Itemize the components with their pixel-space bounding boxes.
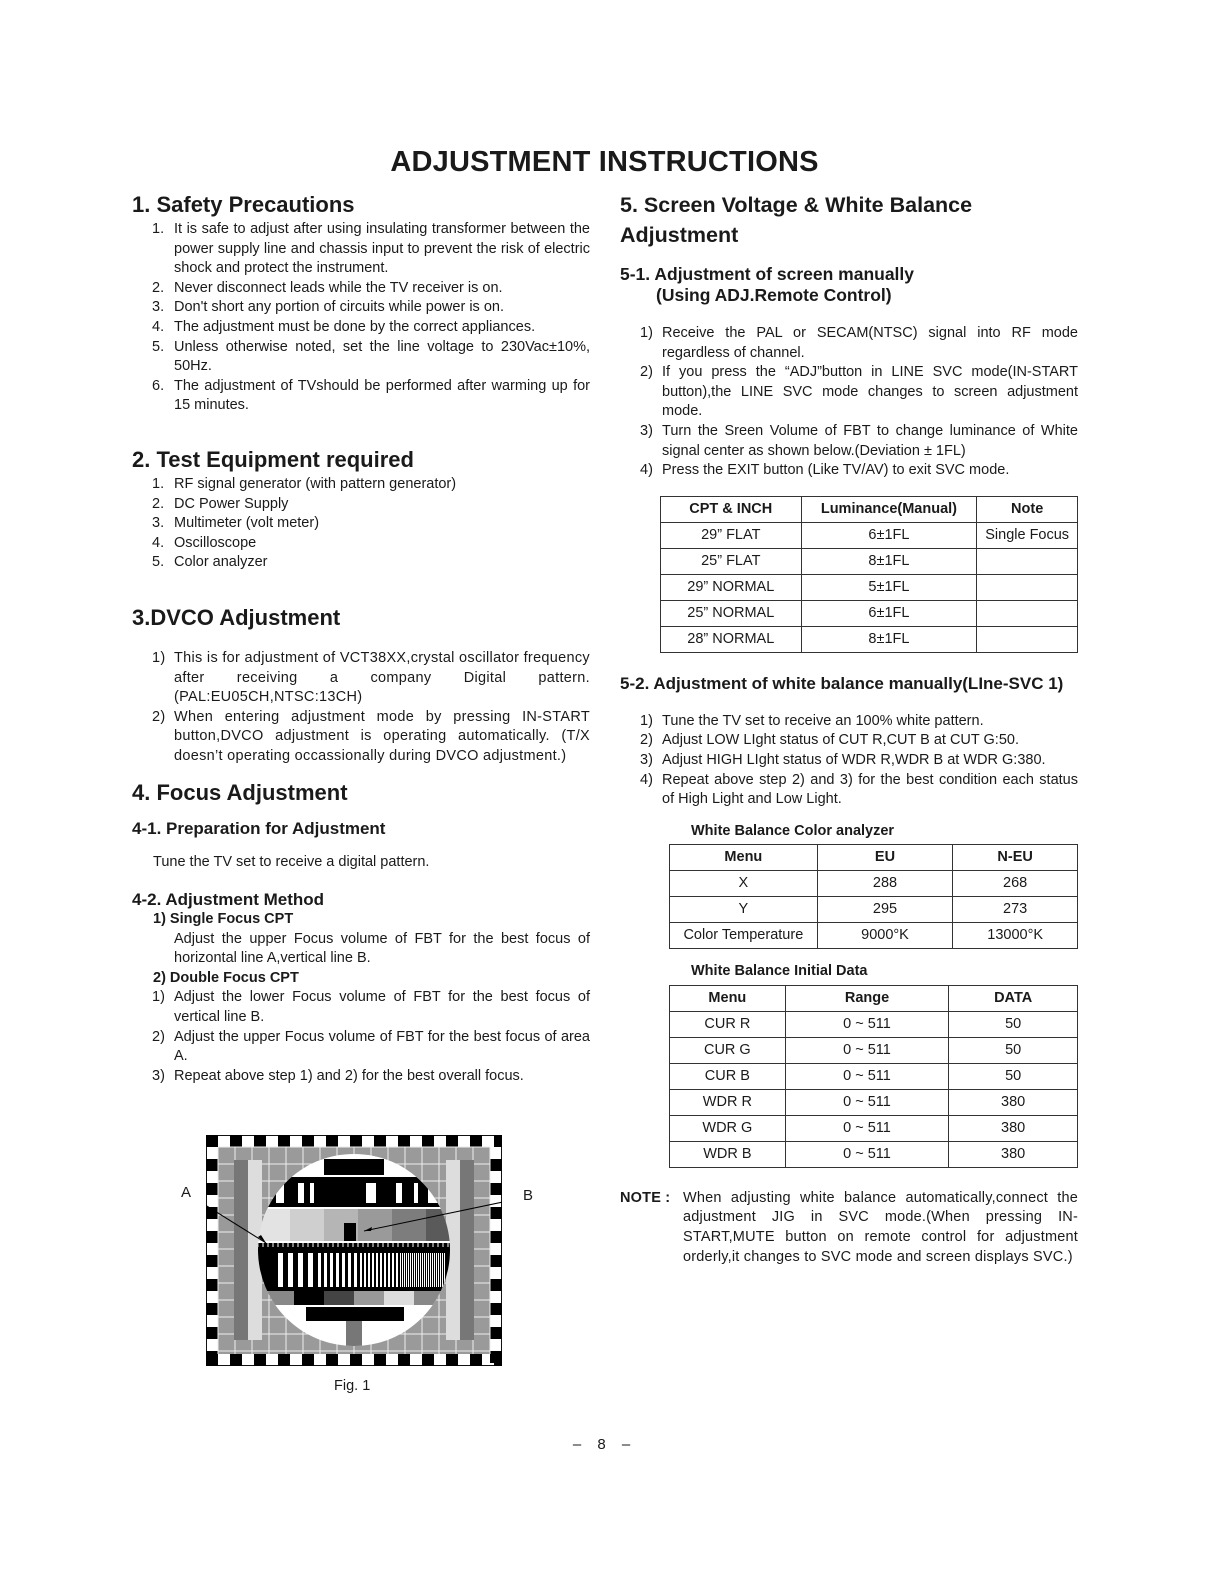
list-item bbox=[132, 649, 590, 708]
list-item-text: Color analyzer bbox=[174, 554, 268, 571]
table-row bbox=[670, 1141, 1078, 1167]
table-cell: 6±1FL bbox=[801, 600, 977, 626]
list-item-number: 3. bbox=[152, 515, 165, 532]
list-item-text: Tune the TV set to receive an 100% white pattern. bbox=[662, 712, 984, 729]
list-item-text: Multimeter (volt meter) bbox=[174, 515, 320, 532]
list-item-text: It is safe to adjust after using insulating transformer between the power supply line and chassis input to prevent the risk of electric shock and protect the instrument. bbox=[174, 221, 590, 277]
table-cell: 380 bbox=[949, 1141, 1078, 1167]
list-item-number: 3) bbox=[152, 1067, 165, 1084]
double-focus-list bbox=[132, 988, 590, 1086]
list-item bbox=[620, 324, 1078, 363]
list-item bbox=[620, 771, 1078, 810]
table-cell bbox=[977, 574, 1078, 600]
list-item bbox=[132, 298, 590, 318]
list-item-text: DC Power Supply bbox=[174, 495, 289, 512]
list-item bbox=[132, 495, 590, 515]
table-cell: 8±1FL bbox=[801, 626, 977, 652]
white-balance-list bbox=[620, 712, 1078, 810]
table-header-cell: CPT & INCH bbox=[661, 496, 802, 522]
table-cell: 6±1FL bbox=[801, 522, 977, 548]
figure-label-b: B bbox=[523, 1187, 534, 1204]
table-cell: 9000°K bbox=[817, 922, 953, 948]
note-label: NOTE : bbox=[620, 1189, 671, 1206]
list-item bbox=[620, 461, 1078, 481]
list-item-text: Never disconnect leads while the TV receiver is on. bbox=[174, 279, 503, 296]
list-item bbox=[132, 708, 590, 767]
list-item bbox=[132, 1067, 590, 1087]
list-item bbox=[132, 377, 590, 416]
wb-initial-table bbox=[669, 985, 1078, 1168]
list-item bbox=[132, 988, 590, 1027]
table-cell: 29” FLAT bbox=[661, 522, 802, 548]
list-item-number: 1) bbox=[640, 712, 653, 729]
table-row bbox=[670, 1063, 1078, 1089]
table-cell: Color Temperature bbox=[670, 922, 818, 948]
list-item bbox=[620, 751, 1078, 771]
note-text: When adjusting white balance automatically,connect the adjustment JIG in SVC mode.(When pressing IN-START,MUTE button on remote control for adjustment orderly,it changes to SVC mode and screen displays SVC.) bbox=[683, 1189, 1078, 1265]
table-cell: 8±1FL bbox=[801, 548, 977, 574]
list-item-text: When entering adjustment mode by pressing IN-START button,DVCO adjustment is operating automatically. (T/X doesn’t operating occassionally during DVCO adjustment.) bbox=[174, 708, 590, 764]
table-row bbox=[670, 1011, 1078, 1037]
list-item-text: The adjustment must be done by the correct appliances. bbox=[174, 318, 536, 335]
table-header-cell: EU bbox=[817, 844, 953, 870]
table-cell: 380 bbox=[949, 1115, 1078, 1141]
table-cell: 273 bbox=[953, 896, 1078, 922]
table-cell: 0 ~ 511 bbox=[785, 1063, 949, 1089]
table-cell: 288 bbox=[817, 870, 953, 896]
list-item bbox=[132, 514, 590, 534]
list-item-number: 4) bbox=[640, 462, 653, 479]
table-cell: Y bbox=[670, 896, 818, 922]
note-block bbox=[620, 1189, 1078, 1267]
table-cell: 50 bbox=[949, 1063, 1078, 1089]
list-item-text: The adjustment of TVshould be performed after warming up for 15 minutes. bbox=[174, 377, 590, 414]
list-item-text: If you press the “ADJ”button in LINE SVC mode(IN-START button),the LINE SVC mode changes to screen adjustment mode. bbox=[662, 364, 1078, 420]
equipment-list bbox=[132, 475, 590, 573]
list-item-number: 4. bbox=[152, 534, 165, 551]
list-item-number: 5. bbox=[152, 338, 165, 355]
list-item-text: This is for adjustment of VCT38XX,crystal oscillator frequency after receiving a company Digital pattern.(PAL:EU05CH,NTSC:13CH) bbox=[174, 649, 590, 706]
focus-heading: 4. Focus Adjustment bbox=[132, 780, 348, 806]
table-header-cell: Menu bbox=[670, 985, 786, 1011]
equipment-heading: 2. Test Equipment required bbox=[132, 446, 414, 472]
table-cell: 0 ~ 511 bbox=[785, 1011, 949, 1037]
table-cell: 295 bbox=[817, 896, 953, 922]
table-row bbox=[661, 548, 1078, 574]
list-item bbox=[132, 475, 590, 495]
safety-heading: 1. Safety Precautions bbox=[132, 192, 355, 217]
list-item-number: 2. bbox=[152, 495, 165, 512]
table-cell: WDR G bbox=[670, 1115, 786, 1141]
list-item-text: Repeat above step 1) and 2) for the best overall focus. bbox=[174, 1067, 524, 1084]
table-cell: CUR B bbox=[670, 1063, 786, 1089]
list-item bbox=[620, 422, 1078, 461]
list-item-text: Press the EXIT button (Like TV/AV) to exit SVC mode. bbox=[662, 462, 1010, 479]
table-row bbox=[670, 1089, 1078, 1115]
list-item bbox=[132, 1028, 590, 1067]
list-item-text: Repeat above step 2) and 3) for the best condition each status of High Light and Low Light. bbox=[662, 771, 1078, 808]
test-pattern-image bbox=[206, 1135, 502, 1366]
table-row bbox=[661, 522, 1078, 548]
focus-prep-text: Tune the TV set to receive a digital pattern. bbox=[153, 854, 430, 871]
table-row bbox=[670, 922, 1078, 948]
table-row bbox=[661, 626, 1078, 652]
table-header-cell: DATA bbox=[949, 985, 1078, 1011]
list-item-text: Receive the PAL or SECAM(NTSC) signal into RF mode regardless of channel. bbox=[662, 325, 1078, 361]
list-item bbox=[132, 553, 590, 573]
screen-manual-subheading: (Using ADJ.Remote Control) bbox=[656, 285, 892, 305]
list-item-text: Adjust the upper Focus volume of FBT for the best focus of area A. bbox=[174, 1028, 590, 1065]
table-cell: 28” NORMAL bbox=[661, 626, 802, 652]
screen-manual-list bbox=[620, 324, 1078, 481]
list-item-number: 1) bbox=[152, 989, 165, 1006]
list-item-number: 4) bbox=[640, 771, 653, 788]
list-item-number: 5. bbox=[152, 554, 165, 571]
page-number: – 8 – bbox=[572, 1436, 637, 1453]
list-item bbox=[132, 318, 590, 338]
list-item-number: 3) bbox=[640, 751, 653, 768]
list-item-number: 2. bbox=[152, 279, 165, 296]
right-column bbox=[620, 190, 1078, 1267]
list-item-number: 2) bbox=[640, 732, 653, 749]
test-pattern-figure bbox=[206, 1135, 502, 1366]
list-item bbox=[132, 220, 590, 279]
table-cell: 268 bbox=[953, 870, 1078, 896]
luminance-table bbox=[660, 496, 1078, 653]
single-focus-label: 1) Single Focus CPT bbox=[153, 911, 294, 928]
table-row bbox=[670, 870, 1078, 896]
focus-method-heading: 4-2. Adjustment Method bbox=[132, 890, 325, 910]
table-header-cell: Luminance(Manual) bbox=[801, 496, 977, 522]
list-item-number: 3) bbox=[640, 422, 653, 439]
table-cell bbox=[977, 548, 1078, 574]
table-row bbox=[670, 1115, 1078, 1141]
table-cell: 50 bbox=[949, 1011, 1078, 1037]
left-column bbox=[132, 190, 590, 1086]
table-cell: 0 ~ 511 bbox=[785, 1115, 949, 1141]
wb-analyzer-table bbox=[669, 844, 1078, 949]
page-title: ADJUSTMENT INSTRUCTIONS bbox=[390, 146, 819, 178]
single-focus-text: Adjust the upper Focus volume of FBT for the best focus of horizontal line A,vertical line B. bbox=[174, 930, 590, 967]
table-cell: 29” NORMAL bbox=[661, 574, 802, 600]
list-item-number: 1) bbox=[152, 649, 166, 666]
table-cell: 50 bbox=[949, 1037, 1078, 1063]
table-header-cell: Note bbox=[977, 496, 1078, 522]
table-cell: 0 ~ 511 bbox=[785, 1089, 949, 1115]
table-cell: 25” FLAT bbox=[661, 548, 802, 574]
screen-voltage-heading: 5. Screen Voltage & White Balance Adjustment bbox=[620, 193, 973, 247]
list-item bbox=[132, 279, 590, 299]
table-header-cell: Range bbox=[785, 985, 949, 1011]
table-cell: 13000°K bbox=[953, 922, 1078, 948]
wb-initial-caption: White Balance Initial Data bbox=[691, 962, 868, 979]
table-header-cell: N-EU bbox=[953, 844, 1078, 870]
table-cell: CUR G bbox=[670, 1037, 786, 1063]
table-cell: 0 ~ 511 bbox=[785, 1141, 949, 1167]
list-item-text: Don't short any portion of circuits while power is on. bbox=[174, 299, 504, 316]
list-item-text: Unless otherwise noted, set the line voltage to 230Vac±10%, 50Hz. bbox=[174, 338, 590, 375]
list-item-number: 3. bbox=[152, 299, 165, 316]
figure-label-a: A bbox=[181, 1184, 192, 1201]
focus-prep-heading: 4-1. Preparation for Adjustment bbox=[132, 819, 386, 839]
list-item-text: Adjust the lower Focus volume of FBT for the best focus of vertical line B. bbox=[174, 989, 590, 1026]
table-row bbox=[670, 896, 1078, 922]
white-balance-heading: 5-2. Adjustment of white balance manually(LIne-SVC 1) bbox=[620, 673, 1064, 693]
list-item-number: 4. bbox=[152, 318, 165, 335]
list-item-number: 2) bbox=[640, 364, 653, 381]
list-item-number: 2) bbox=[152, 708, 166, 725]
table-cell: 25” NORMAL bbox=[661, 600, 802, 626]
dvco-list bbox=[132, 649, 590, 767]
table-cell bbox=[977, 626, 1078, 652]
list-item-text: RF signal generator (with pattern generator) bbox=[174, 475, 457, 492]
list-item-number: 1) bbox=[640, 325, 653, 341]
list-item-number: 2) bbox=[152, 1028, 165, 1045]
list-item bbox=[620, 712, 1078, 732]
table-cell: 0 ~ 511 bbox=[785, 1037, 949, 1063]
table-row bbox=[661, 600, 1078, 626]
list-item-number: 1. bbox=[152, 221, 165, 237]
list-item-number: 6. bbox=[152, 377, 165, 394]
list-item bbox=[132, 534, 590, 554]
table-header-cell: Menu bbox=[670, 844, 818, 870]
double-focus-label: 2) Double Focus CPT bbox=[153, 969, 299, 986]
safety-list bbox=[132, 220, 590, 416]
table-row bbox=[670, 1037, 1078, 1063]
table-cell: 5±1FL bbox=[801, 574, 977, 600]
dvco-heading: 3.DVCO Adjustment bbox=[132, 604, 341, 630]
screen-manual-heading: 5-1. Adjustment of screen manually bbox=[620, 264, 915, 284]
list-item-number: 1. bbox=[152, 475, 165, 492]
list-item-text: Oscilloscope bbox=[174, 534, 257, 551]
table-cell: X bbox=[670, 870, 818, 896]
list-item bbox=[132, 338, 590, 377]
wb-analyzer-caption: White Balance Color analyzer bbox=[691, 822, 895, 839]
table-cell bbox=[977, 600, 1078, 626]
list-item-text: Adjust LOW LIght status of CUT R,CUT B at CUT G:50. bbox=[662, 732, 1019, 749]
table-cell: CUR R bbox=[670, 1011, 786, 1037]
table-cell: WDR R bbox=[670, 1089, 786, 1115]
figure-caption: Fig. 1 bbox=[334, 1378, 371, 1394]
table-cell: 380 bbox=[949, 1089, 1078, 1115]
list-item bbox=[620, 363, 1078, 422]
list-item-text: Turn the Sreen Volume of FBT to change luminance of White signal center as shown below.(Deviation ± 1FL) bbox=[662, 422, 1078, 459]
list-item-text: Adjust HIGH LIght status of WDR R,WDR B at WDR G:380. bbox=[662, 751, 1046, 768]
table-row bbox=[661, 574, 1078, 600]
list-item bbox=[620, 731, 1078, 751]
table-cell: WDR B bbox=[670, 1141, 786, 1167]
table-cell: Single Focus bbox=[977, 522, 1078, 548]
